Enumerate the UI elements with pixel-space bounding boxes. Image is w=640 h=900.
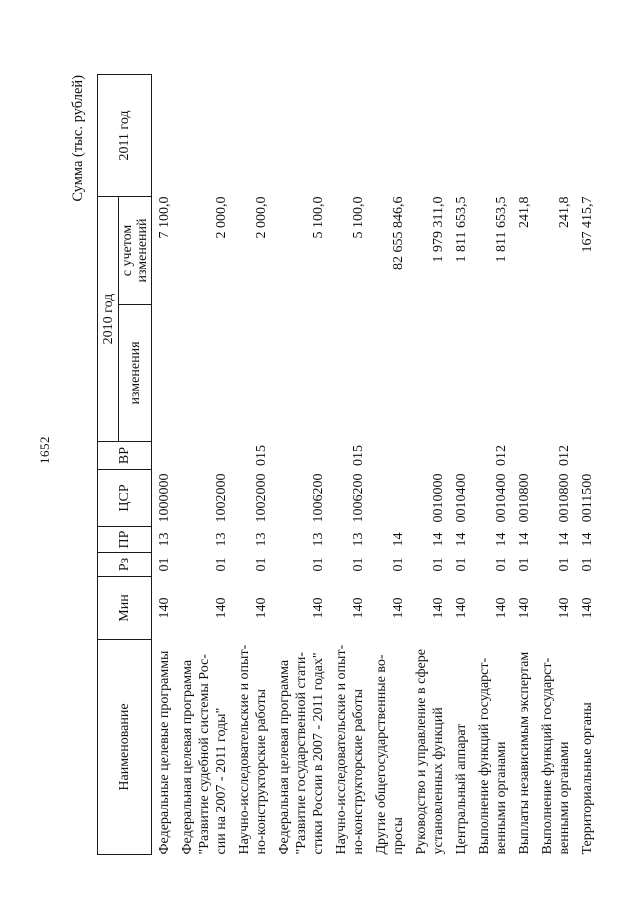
- row-name-line: Научно-исследовательские и опыт-: [237, 644, 252, 855]
- cell-changes: [533, 305, 573, 442]
- cell-csr: 0011500: [580, 473, 595, 523]
- row-name-line: венными органами: [494, 741, 509, 855]
- cell-pr: 14: [517, 532, 532, 547]
- cell-changes: [230, 305, 270, 442]
- cell-pr: 14: [454, 532, 469, 547]
- col-header-pr: ПР: [98, 527, 152, 553]
- row-name-line: Другие общегосударственные во-: [374, 654, 389, 855]
- cell-rz: 01: [214, 557, 229, 572]
- cell-rz: 01: [157, 557, 172, 572]
- cell-rz: 01: [391, 557, 406, 572]
- row-name: [510, 640, 533, 855]
- cell-csr: 0010400: [454, 473, 469, 523]
- col-header-name: Наименование: [98, 640, 152, 855]
- table-row: [407, 75, 447, 855]
- cell-with_changes: 167 415,7: [580, 196, 595, 253]
- cell-rz: 01: [454, 557, 469, 572]
- row-name-line: но-конструкторские работы: [254, 688, 269, 855]
- row-name: [327, 640, 367, 855]
- cell-csr: 1006200: [351, 473, 366, 523]
- cell-min: 140: [494, 597, 509, 619]
- cell-y2011: [510, 75, 533, 197]
- cell-changes: [510, 305, 533, 442]
- cell-csr: 1002000: [214, 473, 229, 523]
- cell-y2011: [407, 75, 447, 197]
- row-name: [407, 640, 447, 855]
- budget-table: [97, 74, 596, 855]
- cell-y2011: [470, 75, 510, 197]
- row-name-line: сии на 2007 - 2011 годы": [214, 707, 229, 855]
- cell-min: 140: [254, 597, 269, 619]
- row-name: [573, 640, 596, 855]
- row-name-line: Руководство и управление в сфере: [414, 649, 429, 855]
- cell-changes: [173, 305, 230, 442]
- row-name-line: но-конструкторские работы: [351, 688, 366, 855]
- cell-min: 140: [311, 597, 326, 619]
- cell-min: 140: [454, 597, 469, 619]
- cell-pr: 13: [157, 532, 172, 547]
- table-row: [447, 75, 470, 855]
- col-header-2010: 2010 год: [98, 197, 119, 442]
- table-row: [573, 75, 596, 855]
- table-row: [327, 75, 367, 855]
- cell-y2011: [173, 75, 230, 197]
- cell-csr: 0010800: [557, 473, 572, 523]
- cell-with_changes: 5 100,0: [351, 196, 366, 239]
- table-row: [510, 75, 533, 855]
- cell-rz: 01: [580, 557, 595, 572]
- table-row: [533, 75, 573, 855]
- row-name-line: стики России в 2007 - 2011 годах": [311, 652, 326, 855]
- cell-y2011: [573, 75, 596, 197]
- cell-min: 140: [214, 597, 229, 619]
- row-name-line: Выплаты независимым экспертам: [517, 651, 532, 855]
- row-name-line: "Развитие судебной системы Рос-: [197, 654, 212, 855]
- col-header-2011: 2011 год: [98, 75, 152, 197]
- row-name: [270, 640, 327, 855]
- cell-pr: 14: [391, 532, 406, 547]
- cell-vr: [152, 442, 174, 470]
- col-header-vr: ВР: [98, 442, 152, 470]
- cell-pr: 13: [254, 532, 269, 547]
- cell-with_changes: 241,8: [517, 196, 532, 228]
- cell-csr: 1002000: [254, 473, 269, 523]
- cell-changes: [447, 305, 470, 442]
- cell-pr: 14: [557, 532, 572, 547]
- row-name: [533, 640, 573, 855]
- row-name-line: венными органами: [557, 741, 572, 855]
- cell-vr: [270, 442, 327, 470]
- table-row: [230, 75, 270, 855]
- row-name: [470, 640, 510, 855]
- cell-rz: 01: [557, 557, 572, 572]
- cell-csr: 0010000: [431, 473, 446, 523]
- table-body: [152, 75, 597, 855]
- cell-changes: [470, 305, 510, 442]
- row-name-line: Научно-исследовательские и опыт-: [334, 644, 349, 855]
- cell-y2011: [152, 75, 174, 197]
- cell-pr: 13: [311, 532, 326, 547]
- cell-vr: [447, 442, 470, 470]
- cell-csr: 0010800: [517, 473, 532, 523]
- row-name-line: установленных функций: [431, 707, 446, 855]
- cell-with_changes: 1 811 653,5: [454, 196, 469, 263]
- cell-min: 140: [517, 597, 532, 619]
- col-header-rz: Рз: [98, 553, 152, 577]
- cell-with_changes: 7 100,0: [157, 196, 172, 239]
- cell-min: 140: [351, 597, 366, 619]
- cell-changes: [270, 305, 327, 442]
- cell-with_changes: 1 811 653,5: [494, 196, 509, 263]
- cell-min: 140: [391, 597, 406, 619]
- cell-with_changes: 82 655 846,6: [391, 196, 406, 270]
- cell-rz: 01: [351, 557, 366, 572]
- cell-vr: [510, 442, 533, 470]
- cell-vr: [407, 442, 447, 470]
- cell-y2011: [270, 75, 327, 197]
- cell-vr: [173, 442, 230, 470]
- row-name-line: Федеральная целевая программа: [277, 659, 292, 855]
- cell-changes: [367, 305, 407, 442]
- cell-with_changes: 5 100,0: [311, 196, 326, 239]
- cell-changes: [573, 305, 596, 442]
- cell-y2011: [327, 75, 367, 197]
- cell-changes: [327, 305, 367, 442]
- cell-rz: 01: [431, 557, 446, 572]
- col-header-csr: ЦСР: [98, 470, 152, 527]
- row-name-line: Центральный аппарат: [454, 723, 469, 855]
- col-header-with-changes: с учетом изменений: [119, 197, 152, 305]
- row-name-line: "Развитие государственной стати-: [294, 651, 309, 855]
- cell-y2011: [447, 75, 470, 197]
- cell-vr: 015: [351, 445, 366, 466]
- row-name: [367, 640, 407, 855]
- cell-pr: 14: [494, 532, 509, 547]
- cell-csr: [367, 470, 407, 527]
- cell-vr: 012: [494, 445, 509, 466]
- cell-vr: 015: [254, 445, 269, 466]
- row-name-line: Территориальные органы: [580, 702, 595, 855]
- row-name: [230, 640, 270, 855]
- table-row: [173, 75, 230, 855]
- table-row: [270, 75, 327, 855]
- cell-min: 140: [557, 597, 572, 619]
- cell-with_changes: 2 000,0: [214, 196, 229, 239]
- row-name: [152, 640, 174, 855]
- cell-rz: 01: [517, 557, 532, 572]
- cell-min: 140: [431, 597, 446, 619]
- cell-csr: 1000000: [157, 473, 172, 523]
- cell-changes: [407, 305, 447, 442]
- units-note: Сумма (тыс. рублей): [70, 75, 86, 202]
- col-header-min: Мин: [98, 577, 152, 640]
- cell-y2011: [533, 75, 573, 197]
- table-row: [470, 75, 510, 855]
- cell-csr: 1006200: [311, 473, 326, 523]
- row-name: [447, 640, 470, 855]
- cell-rz: 01: [494, 557, 509, 572]
- cell-vr: [573, 442, 596, 470]
- row-name: [173, 640, 230, 855]
- page-number: 1652: [37, 436, 52, 464]
- row-name-line: Выполнение функций государст-: [477, 657, 492, 855]
- cell-with_changes: 1 979 311,0: [431, 196, 446, 263]
- row-name-line: Выполнение функций государст-: [540, 657, 555, 855]
- cell-rz: 01: [311, 557, 326, 572]
- cell-csr: 0010400: [494, 473, 509, 523]
- cell-rz: 01: [254, 557, 269, 572]
- row-name-line: Федеральные целевые программы: [157, 650, 172, 855]
- cell-y2011: [367, 75, 407, 197]
- table-row: [152, 75, 174, 855]
- cell-pr: 14: [431, 532, 446, 547]
- row-name-line: просы: [391, 817, 406, 855]
- cell-vr: 012: [557, 445, 572, 466]
- cell-pr: 13: [351, 532, 366, 547]
- cell-pr: 14: [580, 532, 595, 547]
- cell-min: 140: [580, 597, 595, 619]
- col-header-changes: изменения: [119, 305, 152, 442]
- row-name-line: Федеральная целевая программа: [180, 659, 195, 855]
- cell-with_changes: 2 000,0: [254, 196, 269, 239]
- cell-with_changes: 241,8: [557, 196, 572, 228]
- cell-pr: 13: [214, 532, 229, 547]
- cell-changes: [152, 305, 174, 442]
- cell-min: 140: [157, 597, 172, 619]
- cell-y2011: [230, 75, 270, 197]
- table-row: [367, 75, 407, 855]
- cell-vr: [367, 442, 407, 470]
